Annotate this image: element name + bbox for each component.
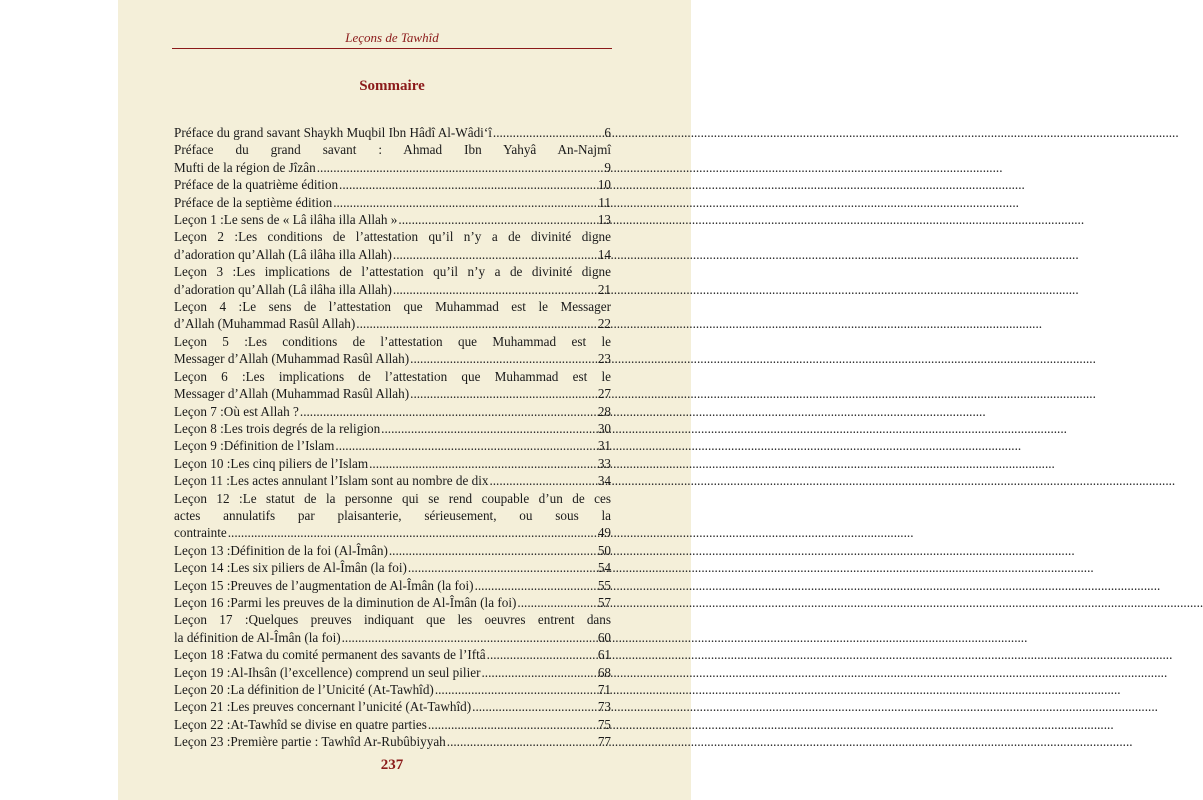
toc-entry-text: Préface de la quatrième édition	[174, 177, 339, 193]
toc-entry-text: Leçon 21 :Les preuves concernant l’unicité (At-Tawhîd)	[174, 699, 472, 715]
toc-entry-text: Messager d’Allah (Muhammad Rasûl Allah)	[174, 351, 410, 367]
toc-entry-text: Leçon 18 :Fatwa du comité permanent des savants de l’Iftâ	[174, 647, 486, 663]
dot-leader	[482, 664, 597, 681]
toc-entry	[174, 490, 611, 542]
toc-page-number: 71	[597, 682, 611, 697]
toc-entry-text: Leçon 16 :Parmi les preuves de la diminution de Al-Îmân (la foi)	[174, 594, 517, 610]
dot-leader	[447, 733, 597, 750]
toc-entry-text: Leçon 22 :At-Tawhîd se divise en quatre parties	[174, 716, 427, 732]
toc-entry-text: Préface du grand savant : Ahmad Ibn Yahyâ An-Najmî	[174, 142, 611, 158]
toc-entry	[174, 681, 611, 698]
dot-leader	[487, 646, 597, 663]
page-number: 237	[380, 757, 404, 773]
toc-entry	[174, 577, 611, 594]
dot-leader	[408, 559, 597, 576]
toc-entry	[174, 611, 611, 646]
dot-leader	[435, 681, 597, 698]
toc-page-number: 31	[597, 438, 611, 454]
dot-leader	[356, 315, 597, 332]
toc-entry	[174, 368, 611, 403]
toc-entry-text: Leçon 11 :Les actes annulant l’Islam sont au nombre de dix	[174, 473, 489, 489]
toc-page-number: 14	[597, 246, 611, 262]
toc-page-number: 55	[597, 577, 611, 593]
toc-entry	[174, 403, 611, 420]
toc-entry-text: Leçon 2 :Les conditions de l’attestation qu’il n’y a de divinité digne	[174, 229, 611, 245]
toc-page-number: 11	[598, 194, 611, 210]
toc-entry-text: Leçon 20 :La définition de l’Unicité (At-Tawhîd)	[174, 682, 434, 697]
toc-page-number: 54	[597, 560, 611, 576]
toc-entry-text: Leçon 9 :Définition de l’Islam	[174, 438, 335, 454]
dot-leader	[317, 159, 604, 176]
toc-entry-text: Leçon 6 :Les implications de l’attestation que Muhammad est le	[174, 368, 611, 384]
toc-page-number: 33	[597, 455, 611, 471]
toc-page-number: 27	[597, 386, 611, 402]
toc-entry-text: Préface de la septième édition	[174, 194, 333, 210]
dot-leader	[410, 350, 597, 367]
dot-leader	[228, 524, 597, 541]
header-rule	[172, 48, 612, 49]
toc-entry	[174, 472, 611, 489]
toc-entry	[174, 333, 611, 368]
toc-entry	[174, 194, 611, 211]
toc-page-number: 6	[604, 125, 611, 140]
dot-leader	[381, 420, 597, 437]
toc-page-number: 57	[597, 594, 611, 610]
dot-leader	[342, 629, 597, 646]
toc-entry	[174, 124, 611, 141]
toc-entry	[174, 698, 611, 715]
toc-entry	[174, 437, 611, 454]
dot-leader	[369, 455, 597, 472]
toc-entry	[174, 211, 611, 228]
dot-leader	[489, 472, 596, 489]
toc-entry	[174, 664, 611, 681]
toc-entry-text: d’Allah (Muhammad Rasûl Allah)	[174, 316, 356, 332]
toc-page-number: 77	[597, 734, 611, 750]
toc-entry-text: actes annulatifs par plaisanterie, sérieusement, ou sous la	[174, 507, 611, 523]
toc-page-number: 10	[597, 177, 611, 193]
toc-entry	[174, 263, 611, 298]
toc-entry	[174, 542, 611, 559]
dot-leader	[393, 246, 597, 263]
dot-leader	[517, 594, 596, 611]
toc-entry	[174, 420, 611, 437]
toc-page-number: 30	[597, 420, 611, 436]
toc-entry	[174, 733, 611, 750]
toc-entry-text: Leçon 13 :Définition de la foi (Al-Îmân)	[174, 542, 388, 558]
page-title: Sommaire	[359, 78, 425, 94]
dot-leader	[389, 542, 597, 559]
toc-page-number: 49	[597, 525, 611, 541]
toc-entry	[174, 298, 611, 333]
toc-entry-text: Leçon 8 :Les trois degrés de la religion	[174, 420, 381, 436]
toc-page-number: 23	[597, 351, 611, 367]
toc-entry-text: Leçon 3 :Les implications de l’attestation qu’il n’y a de divinité digne	[174, 264, 611, 280]
toc-page-number: 75	[597, 716, 611, 732]
toc-page-number: 9	[604, 159, 611, 175]
toc-page-number: 68	[597, 664, 611, 680]
toc-entry	[174, 176, 611, 193]
dot-leader	[333, 194, 597, 211]
dot-leader	[475, 577, 597, 594]
toc-entry-text: Messager d’Allah (Muhammad Rasûl Allah)	[174, 386, 410, 402]
toc-entry-text: d’adoration qu’Allah (Lâ ilâha illa Allah)	[174, 281, 392, 297]
toc-entry	[174, 594, 611, 611]
dot-leader	[472, 698, 597, 715]
toc-entry-text: d’adoration qu’Allah (Lâ ilâha illa Allah)	[174, 246, 392, 262]
toc-entry-text: Leçon 5 :Les conditions de l’attestation que Muhammad est le	[174, 333, 611, 349]
toc-entry-text: contrainte	[174, 525, 227, 541]
toc-page-number: 73	[597, 699, 611, 715]
toc-entry-text: Leçon 23 :Première partie : Tawhîd Ar-Rubûbiyyah	[174, 734, 446, 750]
toc-entry	[174, 228, 611, 263]
toc-entry	[174, 559, 611, 576]
toc-entry-text: Leçon 10 :Les cinq piliers de l’Islam	[174, 455, 369, 471]
toc-page-number: 28	[597, 403, 611, 419]
toc-page-number: 22	[597, 316, 611, 332]
toc-entry	[174, 455, 611, 472]
toc-entry-text: Leçon 4 :Le sens de l’attestation que Muhammad est le Messager	[174, 299, 611, 315]
toc-entry-text: Préface du grand savant Shaykh Muqbil Ibn Hâdî Al-Wâdi‘î	[174, 125, 492, 140]
running-header: Leçons de Tawhîd	[345, 30, 439, 45]
toc-page-number: 21	[597, 281, 611, 297]
dot-leader	[428, 716, 597, 733]
toc-entry-text: Leçon 14 :Les six piliers de Al-Îmân (la foi)	[174, 560, 407, 576]
dot-leader	[398, 211, 596, 228]
toc-entry	[174, 646, 611, 663]
toc-entry	[174, 141, 611, 176]
toc-page-number: 13	[597, 212, 611, 228]
toc-entry	[174, 716, 611, 733]
table-of-contents	[174, 124, 611, 751]
toc-entry-text: Leçon 17 :Quelques preuves indiquant que les oeuvres entrent dans	[174, 612, 611, 628]
dot-leader	[335, 437, 596, 454]
toc-entry-text: la définition de Al-Îmân (la foi)	[174, 629, 341, 645]
dot-leader	[493, 124, 604, 141]
toc-entry-text: Leçon 15 :Preuves de l’augmentation de Al-Îmân (la foi)	[174, 577, 474, 593]
dot-leader	[410, 385, 597, 402]
toc-page-number: 60	[597, 629, 611, 645]
dot-leader	[339, 176, 597, 193]
toc-page-number: 50	[597, 542, 611, 558]
toc-entry-text: Leçon 1 :Le sens de « Lâ ilâha illa Allah »	[174, 212, 398, 228]
dot-leader	[300, 403, 597, 420]
toc-entry-text: Leçon 19 :Al-Ihsân (l’excellence) comprend un seul pilier	[174, 664, 481, 680]
dot-leader	[393, 281, 597, 298]
toc-entry-text: Leçon 7 :Où est Allah ?	[174, 403, 299, 419]
toc-page-number: 34	[597, 473, 611, 489]
toc-entry-text: Mufti de la région de Jîzân	[174, 159, 316, 175]
toc-page-number: 61	[597, 647, 611, 663]
toc-entry-text: Leçon 12 :Le statut de la personne qui se rend coupable d’un de ces	[174, 490, 611, 506]
